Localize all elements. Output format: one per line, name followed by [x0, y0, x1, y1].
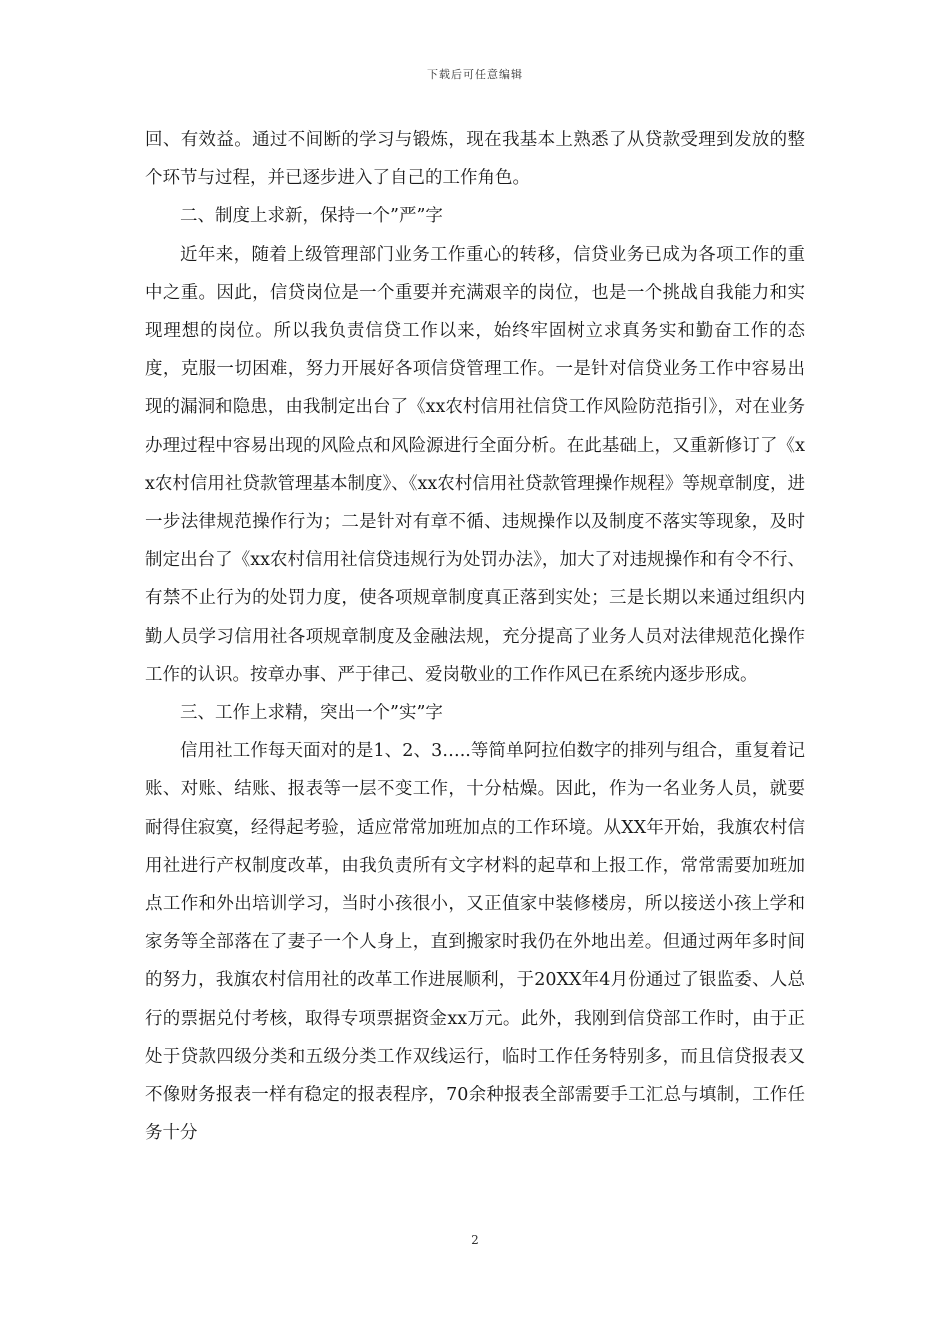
document-body: [145, 121, 805, 1152]
section-heading-3: 三、工作上求精，突出一个”实”字: [180, 703, 443, 724]
page-number: 2: [471, 1233, 479, 1247]
paragraph-work-precision: 信用社工作每天面对的是1、2、3…..等简单阿拉伯数字的排列与组合，重复着记账、对账、结账、报表等一层不变工作，十分枯燥。因此，作为一名业务人员，就要耐得住寂寞，经得起考验，适应常常加班加点的工作环境。从XX年开始，我旗农村信用社进行产权制度改革，由我负责所有文字材料的起草和上报工作，常常需要加班加点工作和外出培训学习，当时小孩很小，又正值家中装修楼房，所以接送小孩上学和家务等全部落在了妻子一个人身上，直到搬家时我仍在外地出差。但通过两年多时间的努力，我旗农村信用社的改革工作进展顺利，于20XX年4月份通过了银监委、人总行的票据兑付考核，取得专项票据资金xx万元。此外，我刚到信贷部工作时，由于正处于贷款四级分类和五级分类工作双线运行，临时工作任务特别多，而且信贷报表又不像财务报表一样有稳定的报表程序，70余种报表全部需要手工汇总与填制，工作任务十分: [145, 741, 805, 1144]
page-header: 下载后可任意编辑: [427, 68, 523, 81]
paragraph-continuation: 回、有效益。通过不间断的学习与锻炼，现在我基本上熟悉了从贷款受理到发放的整个环节与过程，并已逐步进入了自己的工作角色。: [145, 130, 805, 189]
paragraph-system-innovation: 近年来，随着上级管理部门业务工作重心的转移，信贷业务已成为各项工作的重中之重。因此，信贷岗位是一个重要并充满艰辛的岗位，也是一个挑战自我能力和实现理想的岗位。所以我负责信贷工作以来，始终牢固树立求真务实和勤奋工作的态度，克服一切困难，努力开展好各项信贷管理工作。一是针对信贷业务工作中容易出现的漏洞和隐患，由我制定出台了《xx农村信用社信贷工作风险防范指引》，对在业务办理过程中容易出现的风险点和风险源进行全面分析。在此基础上，又重新修订了《xx农村信用社贷款管理基本制度》、《xx农村信用社贷款管理操作规程》等规章制度，进一步法律规范操作行为；二是针对有章不循、违规操作以及制度不落实等现象，及时制定出台了《xx农村信用社信贷违规行为处罚办法》，加大了对违规操作和有令不行、有禁不止行为的处罚力度，使各项规章制度真正落到实处；三是长期以来通过组织内勤人员学习信用社各项规章制度及金融法规，充分提高了业务人员对法律规范化操作工作的认识。按章办事、严于律己、爱岗敬业的工作作风已在系统内逐步形成。: [145, 244, 805, 685]
section-heading-2: 二、制度上求新，保持一个”严”字: [180, 206, 443, 227]
